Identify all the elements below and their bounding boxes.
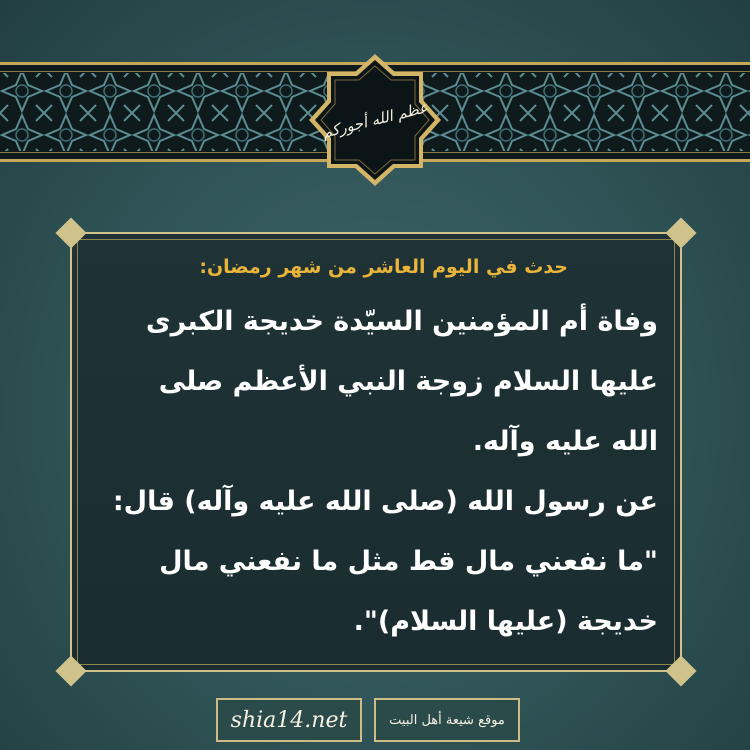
corner-ornament	[665, 655, 696, 686]
site-logo-badge: موقع شيعة أهل البيت	[374, 698, 520, 742]
corner-ornament	[665, 217, 696, 248]
condolence-calligraphy: عظم الله أجوركم	[320, 98, 430, 142]
corner-ornament	[55, 655, 86, 686]
body-text-line: الله عليه وآله.	[472, 426, 658, 457]
body-text-line: وفاة أم المؤمنين السيّدة خديجة الكبرى	[145, 306, 658, 337]
site-url-badge[interactable]: shia14.net	[216, 698, 362, 742]
calligraphy-medallion	[307, 52, 443, 188]
body-text-line: خديجة (عليها السلام)".	[353, 606, 658, 637]
corner-ornament	[55, 217, 86, 248]
content-card	[70, 232, 682, 672]
body-text-line: عن رسول الله (صلى الله عليه وآله) قال:	[112, 486, 658, 517]
body-text-line: عليها السلام زوجة النبي الأعظم صلى	[158, 366, 658, 397]
event-headline: حدث في اليوم العاشر من شهر رمضان:	[199, 256, 568, 278]
body-text-line: "ما نفعني مال قط مثل ما نفعني مال	[159, 546, 658, 577]
